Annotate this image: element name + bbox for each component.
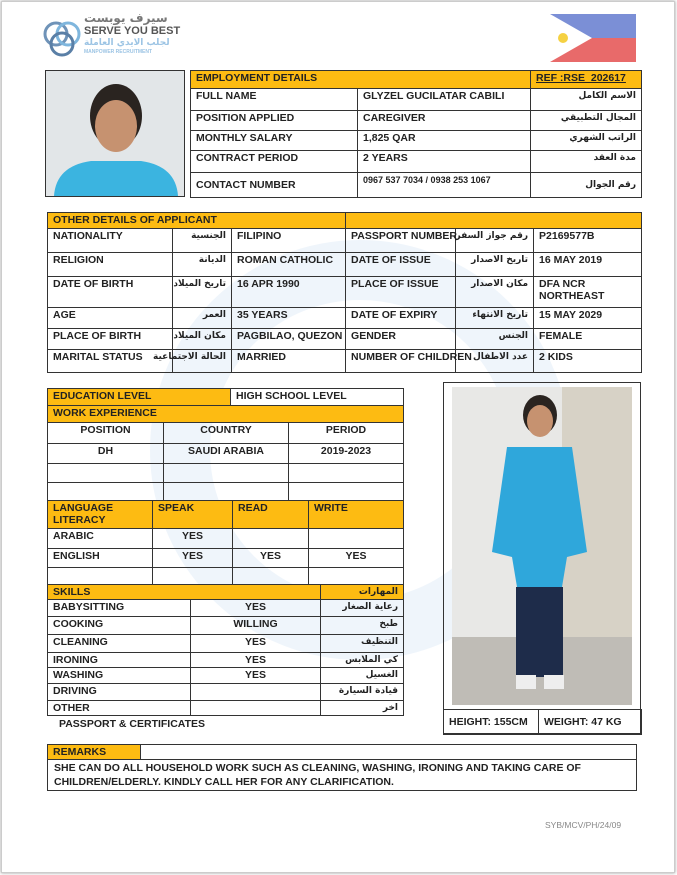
other-details-table	[47, 212, 642, 373]
weight-value: WEIGHT: 47 KG	[539, 710, 642, 735]
field-label-ar: الحالة الاجتماعية	[173, 350, 232, 373]
skill-name: DRIVING	[48, 684, 191, 701]
contract-period: 2 YEARS	[358, 151, 531, 173]
field-value: MARRIED	[232, 350, 346, 373]
field-value: PAGBILAO, QUEZON	[232, 329, 346, 350]
skill-name: IRONING	[48, 653, 191, 668]
skill-name-ar: التنظيف	[321, 635, 404, 653]
skill-value	[191, 701, 321, 716]
speak-value: YES	[153, 549, 233, 568]
employment-title: EMPLOYMENT DETAILS	[191, 71, 531, 89]
skills-title: SKILLS	[48, 585, 321, 600]
column-header: SPEAK	[153, 501, 233, 529]
skills-title-ar: المهارات	[321, 585, 404, 600]
table-row	[48, 444, 404, 464]
skill-name-ar: اخر	[321, 701, 404, 716]
field-label: NATIONALITY	[48, 229, 173, 253]
skill-value: YES	[191, 653, 321, 668]
contact-number: 0967 537 7034 / 0938 253 1067	[358, 173, 531, 198]
work-period: 2019-2023	[289, 444, 404, 464]
field-label: PLACE OF ISSUE	[346, 277, 456, 308]
speak-value: YES	[153, 529, 233, 549]
row-label-ar: الراتب الشهري	[531, 131, 642, 151]
left-column	[47, 388, 403, 732]
logo-name: SERVE YOU BEST	[84, 25, 181, 37]
field-label-ar: تاريخ الانتهاء	[456, 308, 534, 329]
table-row	[48, 635, 404, 653]
field-label-ar: الجنس	[456, 329, 534, 350]
applicant-portrait-photo	[45, 70, 185, 197]
skill-name-ar: طبخ	[321, 617, 404, 635]
language-name: ENGLISH	[48, 549, 153, 568]
table-row	[48, 277, 642, 308]
field-value: DFA NCR NORTHEAST	[534, 277, 642, 308]
skill-value: WILLING	[191, 617, 321, 635]
logo-text	[84, 11, 180, 56]
column-header: READ	[233, 501, 309, 529]
full-name: GLYZEL GUCILATAR CABILI	[358, 89, 531, 111]
column-header: COUNTRY	[164, 423, 289, 444]
field-value: 2 KIDS	[534, 350, 642, 373]
skill-name: COOKING	[48, 617, 191, 635]
remarks-title: REMARKS	[48, 745, 141, 759]
work-position: DH	[48, 444, 164, 464]
document-code: SYB/MCV/PH/24/09	[545, 820, 622, 830]
logo-arabic-sub: لجلب الايدي العاملة	[84, 38, 170, 48]
work-country: SAUDI ARABIA	[164, 444, 289, 464]
row-label: CONTACT NUMBER	[191, 173, 358, 198]
language-table	[47, 500, 404, 585]
skill-name-ar: كي الملابس	[321, 653, 404, 668]
table-row	[48, 229, 642, 253]
skill-value: YES	[191, 600, 321, 617]
work-experience-title: WORK EXPERIENCE	[48, 406, 404, 423]
field-label-ar: مكان الميلاد	[173, 329, 232, 350]
philippines-flag-icon	[550, 14, 636, 62]
field-label: RELIGION	[48, 253, 173, 277]
field-value: 15 MAY 2029	[534, 308, 642, 329]
education-level: HIGH SCHOOL LEVEL	[231, 389, 404, 406]
field-label-ar: تاريخ الميلاد	[173, 277, 232, 308]
skill-name-ar: رعاية الصغار	[321, 600, 404, 617]
skill-name: OTHER	[48, 701, 191, 716]
skill-value: YES	[191, 635, 321, 653]
table-row	[48, 529, 404, 549]
skill-value: YES	[191, 668, 321, 684]
row-label-ar: الاسم الكامل	[531, 89, 642, 111]
passport-certificates-label: PASSPORT & CERTIFICATES	[59, 718, 206, 730]
column-header: LANGUAGE LITERACY	[48, 501, 153, 529]
field-label: DATE OF EXPIRY	[346, 308, 456, 329]
skill-name-ar: الغسيل	[321, 668, 404, 684]
remarks-box	[47, 744, 637, 791]
field-value: P2169577B	[534, 229, 642, 253]
logo-arabic: سيرف يوبست	[84, 11, 168, 25]
field-value: ROMAN CATHOLIC	[232, 253, 346, 277]
employment-details-table	[190, 70, 642, 198]
field-value: 16 APR 1990	[232, 277, 346, 308]
table-row	[48, 701, 404, 716]
column-header: POSITION	[48, 423, 164, 444]
read-value	[233, 529, 309, 549]
position-applied: CAREGIVER	[358, 111, 531, 131]
skills-table	[47, 584, 404, 716]
row-label: FULL NAME	[191, 89, 358, 111]
field-label: DATE OF ISSUE	[346, 253, 456, 277]
table-row	[48, 549, 404, 568]
table-row	[48, 329, 642, 350]
row-label-ar: المجال التطبيقي	[531, 111, 642, 131]
field-label-ar: عدد الاطفال	[456, 350, 534, 373]
education-work-table	[47, 388, 404, 501]
full-body-photo-frame	[443, 382, 641, 734]
reference-number: REF :RSE_202617	[531, 71, 642, 89]
field-label: NUMBER OF CHILDREN	[346, 350, 456, 373]
education-label: EDUCATION LEVEL	[48, 389, 231, 406]
skill-name: BABYSITTING	[48, 600, 191, 617]
table-row	[48, 308, 642, 329]
field-label-ar: تاريخ الاصدار	[456, 253, 534, 277]
row-label: CONTRACT PERIOD	[191, 151, 358, 173]
row-label-ar: رقم الجوال	[531, 173, 642, 198]
applicant-full-body-photo	[452, 387, 632, 705]
field-label: DATE OF BIRTH	[48, 277, 173, 308]
language-name: ARABIC	[48, 529, 153, 549]
skill-name-ar: قيادة السيارة	[321, 684, 404, 701]
other-details-title: OTHER DETAILS OF APPLICANT	[48, 213, 346, 229]
column-header: WRITE	[309, 501, 404, 529]
field-value: FEMALE	[534, 329, 642, 350]
table-row	[48, 617, 404, 635]
field-label: MARITAL STATUS	[48, 350, 173, 373]
field-label-ar: مكان الاصدار	[456, 277, 534, 308]
remarks-text: SHE CAN DO ALL HOUSEHOLD WORK SUCH AS CLEANING, WASHING, IRONING AND TAKING CARE OF CHILDREN/ELDERLY. KINDLY CALL HER FOR ANY CLARIFICATION.	[48, 759, 636, 790]
write-value: YES	[309, 549, 404, 568]
field-label: PASSPORT NUMBER	[346, 229, 456, 253]
column-header: PERIOD	[289, 423, 404, 444]
table-row	[48, 684, 404, 701]
field-label-ar: الجنسية	[173, 229, 232, 253]
field-label-ar: الديانة	[173, 253, 232, 277]
row-label: POSITION APPLIED	[191, 111, 358, 131]
row-label: MONTHLY SALARY	[191, 131, 358, 151]
table-row	[48, 600, 404, 617]
field-value: 16 MAY 2019	[534, 253, 642, 277]
row-label-ar: مدة العقد	[531, 151, 642, 173]
skill-value	[191, 684, 321, 701]
field-label: GENDER	[346, 329, 456, 350]
field-label-ar: رقم جواز السفر	[456, 229, 534, 253]
write-value	[309, 529, 404, 549]
read-value: YES	[233, 549, 309, 568]
field-value: 35 YEARS	[232, 308, 346, 329]
field-label: PLACE OF BIRTH	[48, 329, 173, 350]
logo-sub: MANPOWER RECRUITMENT	[84, 49, 153, 55]
table-row	[48, 668, 404, 684]
logo-icon	[42, 16, 82, 60]
field-label: AGE	[48, 308, 173, 329]
skill-name: WASHING	[48, 668, 191, 684]
height-value: HEIGHT: 155CM	[444, 710, 539, 735]
field-label-ar: العمر	[173, 308, 232, 329]
table-row	[48, 350, 642, 373]
table-row	[48, 653, 404, 668]
height-weight-table	[443, 709, 642, 735]
skill-name: CLEANING	[48, 635, 191, 653]
field-value: FILIPINO	[232, 229, 346, 253]
monthly-salary: 1,825 QAR	[358, 131, 531, 151]
table-row	[48, 253, 642, 277]
